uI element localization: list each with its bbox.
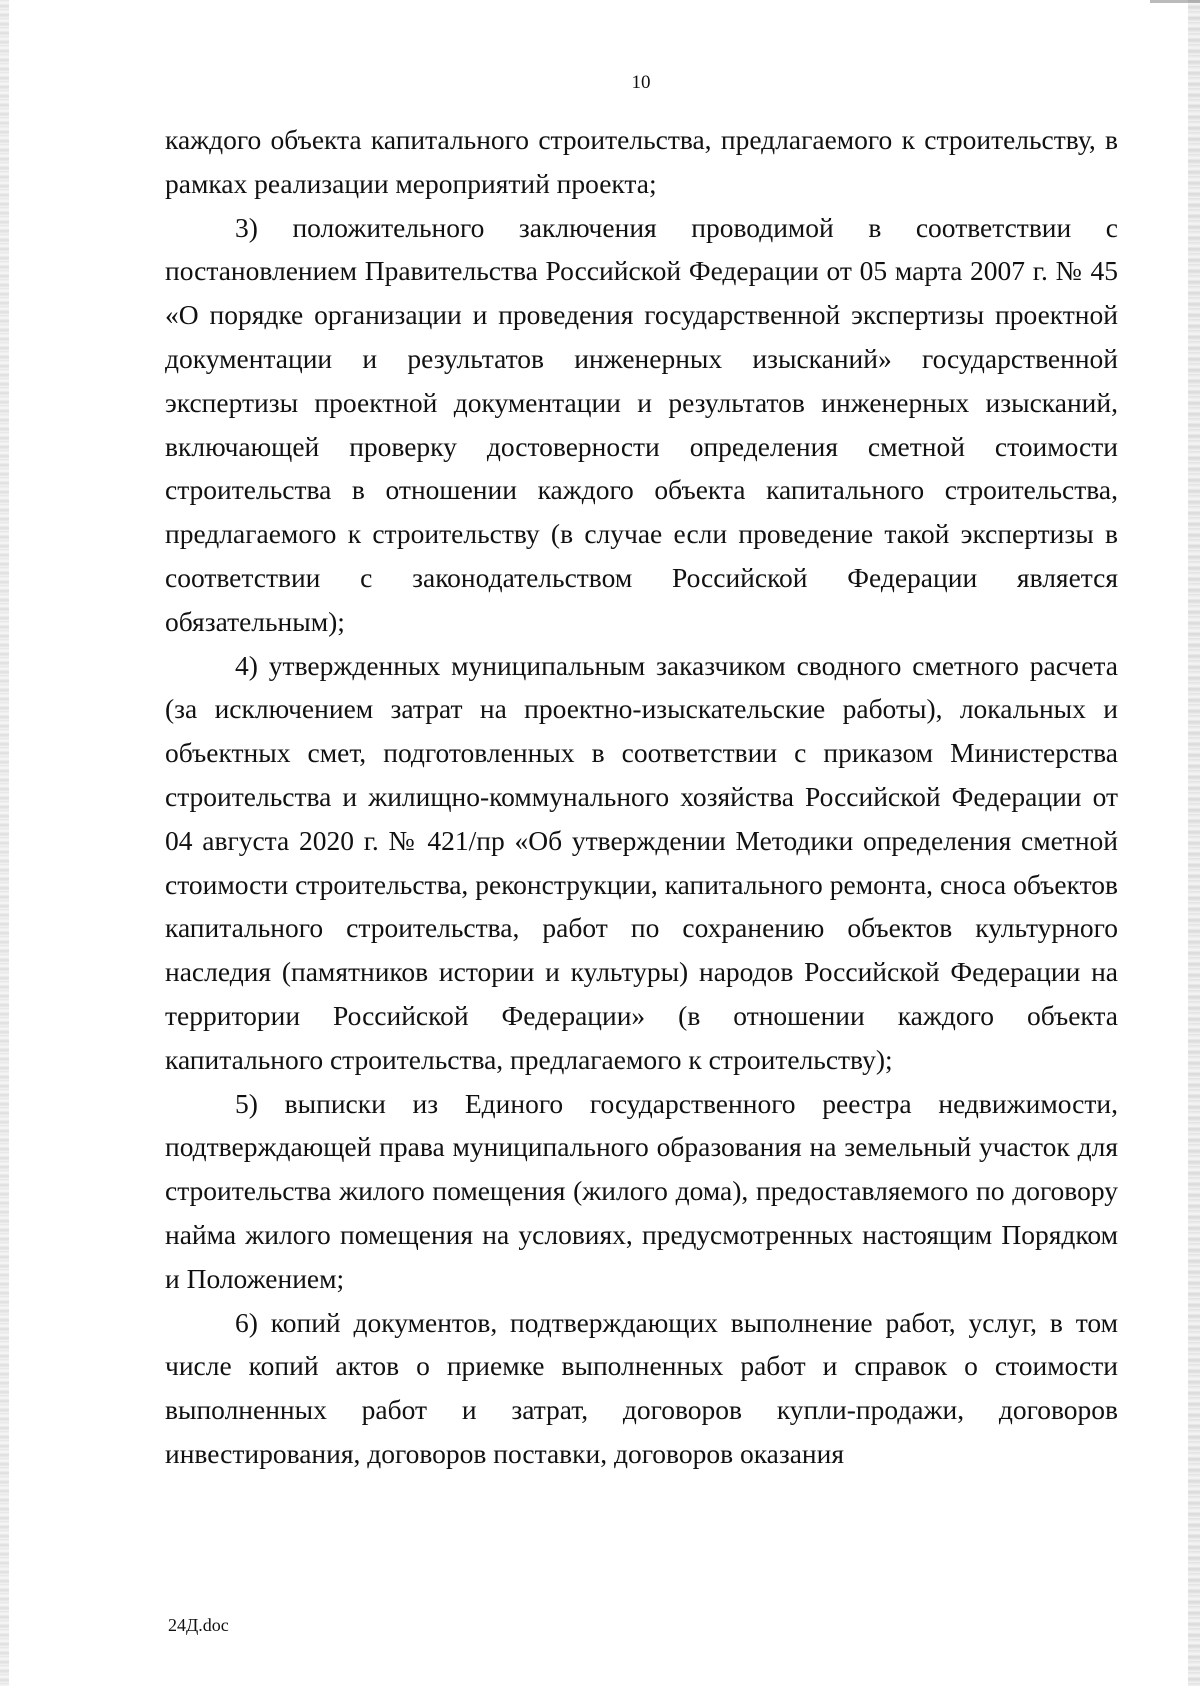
page-number: 10 — [631, 72, 651, 93]
scan-edge-left — [0, 0, 9, 1686]
scan-edge-right — [1188, 0, 1200, 1686]
paragraph-continuation: каждого объекта капитального строительства, предлагаемого к строительству, в рамках реализации мероприятий проекта; — [165, 124, 1118, 199]
footer-filename: 24Д.doc — [168, 1615, 229, 1635]
document-body — [165, 118, 1118, 1476]
paragraph-item-5: 5) выписки из Единого государственного реестра недвижимости, подтверждающей права муниципального образования на земельный участок для строительства жилого помещения (жилого дома), предоставляемого по договору найма жилого помещения на условиях, предусмотренных настоящим Порядком и Положением; — [165, 1087, 1118, 1294]
paragraph-item-6: 6) копий документов, подтверждающих выполнение работ, услуг, в том числе копий актов о приемке выполненных работ и справок о стоимости выполненных работ и затрат, договоров купли-продажи, договоров инвестирования, договоров поставки, договоров оказания — [165, 1306, 1118, 1469]
paragraph-item-3: 3) положительного заключения проводимой в соответствии с постановлением Правительства Российской Федерации от 05 марта 2007 г. № 45 «О порядке организации и проведения государственной экспертизы проектной документации и результатов инженерных изысканий» государственной экспертизы проектной документации и результатов инженерных изысканий, включающей проверку достоверности определения сметной стоимости строительства в отношении каждого объекта капитального строительства, предлагаемого к строительству (в случае если проведение такой экспертизы в соответствии с законодательством Российской Федерации является обязательным); — [165, 211, 1118, 637]
paragraph-item-4: 4) утвержденных муниципальным заказчиком сводного сметного расчета (за исключением затрат на проектно-изыскательские работы), локальных и объектных смет, подготовленных в соответствии с приказом Министерства строительства и жилищно-коммунального хозяйства Российской Федерации от 04 августа 2020 г. № 421/пр «Об утверждении Методики определения сметной стоимости строительства, реконструкции, капитального ремонта, сноса объектов капитального строительства, работ по сохранению объектов культурного наследия (памятников истории и культуры) народов Российской Федерации на территории Российской Федерации» (в отношении каждого объекта капитального строительства, предлагаемого к строительству); — [165, 649, 1118, 1075]
scan-corner — [1150, 0, 1200, 17]
